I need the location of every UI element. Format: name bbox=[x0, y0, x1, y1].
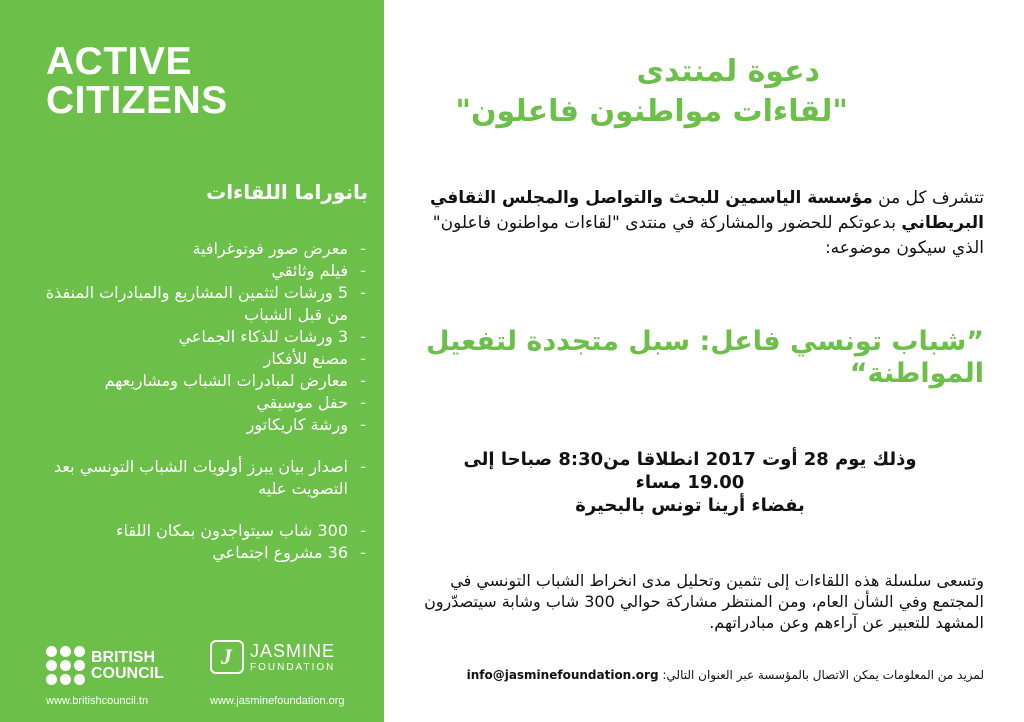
jasmine-line-1: JASMINE bbox=[250, 641, 336, 661]
intro-pre: تتشرف كل من bbox=[872, 188, 984, 208]
list-item: - اصدار بيان يبرز أولويات الشباب التونسي بعد التصويت عليه bbox=[38, 456, 368, 500]
jasmine-flower-icon bbox=[210, 640, 244, 674]
brand-line-1: ACTIVE bbox=[46, 40, 193, 83]
list-item: - 300 شاب سيتواجدون بمكان اللقاء bbox=[38, 520, 368, 542]
british-council-url[interactable]: www.britishcouncil.tn bbox=[46, 695, 149, 707]
summary-paragraph: وتسعى سلسلة هذه اللقاءات إلى تثمين وتحليل مدى انخراط الشباب التونسي في المجتمع وفي الشأن العام، ومن المنتظر مشاركة حوالي 300 شاب وشابة سيتصدّرون المشهد للتعبير عن آراءهم وعن مبادراتهم. bbox=[424, 571, 984, 632]
event-date-line-1: وذلك يوم 28 أوت 2017 انطلاقا من8:30 صباحا إلى bbox=[463, 449, 917, 470]
list-item: - معرض صور فوتوغرافية bbox=[38, 238, 368, 260]
event-date-line-2: 19.00 مساء bbox=[635, 472, 745, 493]
british-council-logo bbox=[46, 646, 164, 685]
jasmine-foundation-logo bbox=[210, 640, 335, 674]
list-item: - 36 مشروع اجتماعي bbox=[38, 542, 368, 564]
british-council-dots-icon bbox=[46, 646, 85, 685]
list-item: - ورشة كاريكاتور bbox=[38, 414, 368, 436]
brand-line-2: CITIZENS bbox=[46, 79, 228, 122]
intro-post: بدعوتكم للحضور والمشاركة في منتدى "لقاءات مواطنون فاعلون" الذي سيكون موضوعه: bbox=[432, 213, 984, 258]
contact-line bbox=[384, 668, 984, 682]
event-venue: بفضاء أرينا تونس بالبحيرة bbox=[575, 495, 805, 516]
contact-text: لمزيد من المعلومات يمكن الاتصال بالمؤسسة عبر العنوان التالي: bbox=[658, 668, 984, 682]
list-item: - معارض لمبادرات الشباب ومشاريعهم bbox=[38, 370, 368, 392]
list-item: - حفل موسيقي bbox=[38, 392, 368, 414]
invitation-title: دعوة لمنتدى bbox=[636, 54, 820, 89]
active-citizens-logo bbox=[46, 42, 228, 120]
list-item: - فيلم وثائقي bbox=[38, 260, 368, 282]
british-council-line-1: BRITISH bbox=[91, 648, 155, 666]
intro-paragraph bbox=[404, 186, 984, 261]
left-panel bbox=[0, 0, 384, 722]
jasmine-line-2: FOUNDATION bbox=[250, 662, 336, 673]
list-item: - 5 ورشات لتثمين المشاريع والمبادرات المنفذة من قبل الشباب bbox=[38, 282, 368, 326]
list-item: - 3 ورشات للذكاء الجماعي bbox=[38, 326, 368, 348]
list-item: - مصنع للأفكار bbox=[38, 348, 368, 370]
contact-email[interactable]: info@jasminefoundation.org bbox=[466, 668, 659, 682]
panorama-title: بانوراما اللقاءات bbox=[206, 180, 368, 204]
forum-name: "لقاءات مواطنون فاعلون" bbox=[455, 94, 848, 129]
partner-logos bbox=[46, 641, 376, 686]
intro-organizers: مؤسسة الياسمين للبحث والتواصل والمجلس الثقافي البريطاني bbox=[429, 188, 984, 233]
event-date-block bbox=[420, 448, 960, 517]
british-council-line-2: COUNCIL bbox=[91, 664, 164, 682]
right-panel bbox=[384, 0, 1024, 722]
jasmine-foundation-url[interactable]: www.jasminefoundation.org bbox=[210, 695, 345, 707]
forum-theme: ”شباب تونسي فاعل: سبل متجددة لتفعيل المواطنة“ bbox=[426, 326, 984, 389]
activities-list bbox=[38, 238, 368, 564]
